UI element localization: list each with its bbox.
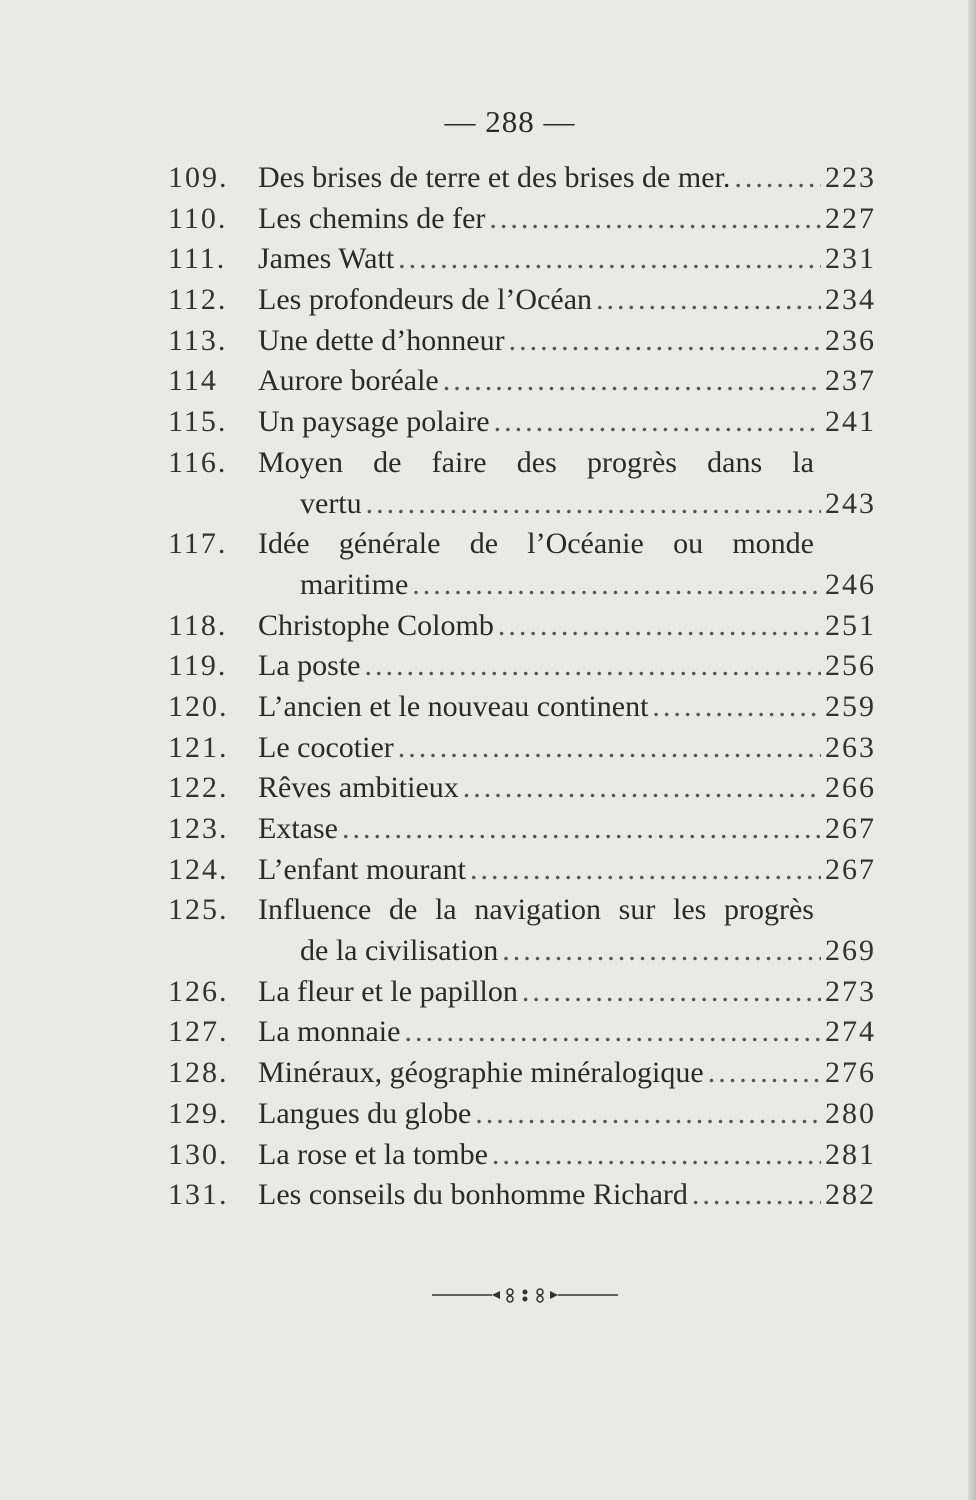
toc-entry-title-line1 <box>258 524 814 564</box>
toc-entry <box>0 606 976 647</box>
toc-entry-number: 127. <box>168 1015 229 1049</box>
toc-entry <box>0 1053 976 1094</box>
toc-entry <box>0 850 976 891</box>
toc-entry-page: 281 <box>825 1137 876 1171</box>
toc-entry-title: Le cocotier <box>258 730 394 764</box>
dot-leader <box>502 931 821 971</box>
toc-entry-title-continued: maritime <box>300 567 409 601</box>
toc-entry-number: 129. <box>168 1096 229 1130</box>
toc-entry-page: 280 <box>825 1096 876 1130</box>
dot-leader <box>398 239 821 279</box>
toc-entry-line <box>258 321 876 361</box>
toc-entry-page: 223 <box>825 161 876 194</box>
toc-entry-title: James Watt <box>258 242 395 276</box>
toc-entry-word: de <box>388 893 418 927</box>
toc-entry-line <box>258 361 876 401</box>
toc-entry <box>0 280 976 321</box>
toc-entry-number: 115. <box>168 405 228 439</box>
toc-entry <box>0 443 976 524</box>
toc-entry-page: 263 <box>825 730 876 764</box>
toc-entry-page: 276 <box>825 1056 876 1090</box>
toc-entry-number: 112. <box>168 283 228 317</box>
toc-entry <box>0 199 976 240</box>
toc-entry-line <box>258 1094 876 1134</box>
toc-entry <box>0 402 976 443</box>
toc-entry-title: La fleur et le papillon <box>258 974 518 1008</box>
toc-entry-title: La poste <box>258 649 361 683</box>
toc-entry-number: 117. <box>168 527 228 561</box>
toc-entry-page: 251 <box>825 608 876 642</box>
dot-leader <box>734 158 821 198</box>
toc-entry-word: Idée <box>258 527 310 561</box>
toc-entry-line <box>258 768 876 808</box>
toc-entry-page: 267 <box>825 852 876 886</box>
dot-leader <box>596 280 821 320</box>
toc-entry-title: Les profondeurs de l’Océan <box>258 283 593 317</box>
page-number: — 288 — <box>444 104 576 139</box>
toc-entry-title: Rêves ambitieux <box>258 771 459 805</box>
dot-leader <box>463 768 821 808</box>
toc-entry-word: générale <box>338 527 441 561</box>
toc-entry-number: 111. <box>168 242 227 276</box>
toc-entry-page: 269 <box>825 934 876 968</box>
dot-leader <box>492 1135 821 1175</box>
toc-entry <box>0 728 976 769</box>
toc-entry-number: 122. <box>168 771 229 805</box>
toc-entry-word: de <box>373 445 402 479</box>
toc-entry-number: 123. <box>168 812 229 846</box>
toc-entry-number: 119. <box>168 649 228 683</box>
toc-entry-line <box>258 239 876 279</box>
toc-entry-number: 131. <box>168 1178 229 1212</box>
toc-entry-word: monde <box>732 527 814 561</box>
toc-entry-title: L’enfant mourant <box>258 852 466 886</box>
toc-entry-page: 246 <box>825 567 876 601</box>
toc-entry-word: faire <box>431 445 487 479</box>
toc-entry <box>0 361 976 402</box>
toc-entry <box>0 646 976 687</box>
toc-entry-page: 274 <box>825 1015 876 1049</box>
toc-entry-number: 110. <box>168 201 228 235</box>
toc-entry-number: 128. <box>168 1056 229 1090</box>
toc-entry-number: 116. <box>168 445 228 479</box>
toc-entry-title: Minéraux, géographie minéralogique <box>258 1056 704 1090</box>
toc-entry-title: L’ancien et le nouveau continent <box>258 689 649 723</box>
toc-entry-number: 114 <box>168 364 218 398</box>
dot-leader <box>708 1053 821 1093</box>
toc-entry-word: de <box>469 527 499 561</box>
toc-entry-line <box>258 199 876 239</box>
toc-entry-line <box>258 402 876 442</box>
toc-entry-title-line1 <box>258 443 814 483</box>
toc-entry-word: dans <box>707 445 763 479</box>
toc-entry-title-line2 <box>300 484 876 524</box>
dot-leader <box>404 1012 821 1052</box>
toc-entry-number: 121. <box>168 730 229 764</box>
toc-entry <box>0 1012 976 1053</box>
toc-entry-page: 256 <box>825 649 876 683</box>
toc-entry-page: 237 <box>825 364 876 398</box>
toc-entry-line <box>258 1012 876 1052</box>
toc-entry-title: Les conseils du bonhomme Richard <box>258 1178 688 1212</box>
toc-entry-line <box>258 158 876 198</box>
toc-entry-number: 109. <box>168 161 229 194</box>
toc-entry-title: Un paysage polaire <box>258 405 490 439</box>
toc-entry-word: la <box>434 893 457 927</box>
toc-entry <box>0 1135 976 1176</box>
dot-leader <box>366 484 821 524</box>
toc-entry-title: Une dette d’honneur <box>258 323 505 357</box>
toc-entry-number: 125. <box>168 893 229 927</box>
table-of-contents <box>0 158 976 1216</box>
toc-entry-number: 118. <box>168 608 228 642</box>
toc-entry-number: 126. <box>168 974 229 1008</box>
toc-entry-page: 227 <box>825 201 876 235</box>
toc-entry-page: 282 <box>825 1178 876 1212</box>
toc-entry-title: La monnaie <box>258 1015 401 1049</box>
toc-entry-line <box>258 280 876 320</box>
toc-entry-line <box>258 972 876 1012</box>
toc-entry-line <box>258 850 876 890</box>
toc-entry-line <box>258 1053 876 1093</box>
dot-leader <box>475 1094 821 1134</box>
toc-entry-page: 259 <box>825 689 876 723</box>
toc-entry-word: les <box>673 893 707 927</box>
toc-entry-line <box>258 687 876 727</box>
dot-leader <box>443 361 821 401</box>
toc-entry-number: 113. <box>168 323 228 357</box>
toc-entry-title: Extase <box>258 812 338 846</box>
toc-entry <box>0 524 976 605</box>
toc-entry-line <box>258 646 876 686</box>
dot-leader <box>498 606 821 646</box>
toc-entry-line <box>258 809 876 849</box>
toc-entry-page: 236 <box>825 323 876 357</box>
dot-leader <box>522 972 821 1012</box>
toc-entry-page: 273 <box>825 974 876 1008</box>
toc-entry-title: Christophe Colomb <box>258 608 494 642</box>
toc-entry-word: Moyen <box>258 445 343 479</box>
toc-entry-word: navigation <box>474 893 601 927</box>
toc-entry-page: 241 <box>825 405 876 439</box>
dot-leader <box>494 402 821 442</box>
toc-entry-number: 124. <box>168 852 229 886</box>
toc-entry-title-line2 <box>300 931 876 971</box>
toc-entry-title-line2 <box>300 565 876 605</box>
toc-entry-title: Langues du globe <box>258 1096 472 1130</box>
toc-entry <box>0 239 976 280</box>
toc-entry <box>0 1094 976 1135</box>
toc-entry-line <box>258 1135 876 1175</box>
toc-entry-word: l’Océanie <box>527 527 644 561</box>
toc-entry-title: La rose et la tombe <box>258 1137 488 1171</box>
toc-entry-page: 231 <box>825 242 876 276</box>
toc-entry <box>0 890 976 971</box>
toc-entry <box>0 809 976 850</box>
toc-entry <box>0 972 976 1013</box>
toc-entry-page: 234 <box>825 283 876 317</box>
dot-leader <box>364 646 821 686</box>
toc-entry-title: Des brises de terre et des brises de mer. <box>258 161 731 194</box>
toc-entry <box>0 687 976 728</box>
dot-leader <box>398 728 821 768</box>
toc-entry-title-line1 <box>258 890 814 930</box>
toc-entry-title: Aurore boréale <box>258 364 439 398</box>
toc-entry-word: progrès <box>724 893 814 927</box>
toc-entry-title: Les chemins de fer <box>258 201 486 235</box>
dot-leader <box>412 565 821 605</box>
toc-entry <box>0 321 976 362</box>
toc-entry-line <box>258 728 876 768</box>
toc-entry-word: sur <box>618 893 656 927</box>
dot-leader <box>509 321 821 361</box>
dot-leader <box>652 687 821 727</box>
toc-entry <box>0 768 976 809</box>
dot-leader <box>470 850 821 890</box>
dot-leader <box>342 809 821 849</box>
toc-entry-word: ou <box>673 527 704 561</box>
toc-entry-title-continued: vertu <box>300 486 362 520</box>
toc-entry-number: 130. <box>168 1137 229 1171</box>
toc-entry <box>0 158 976 199</box>
toc-entry-page: 266 <box>825 771 876 805</box>
toc-entry-line <box>258 1175 876 1215</box>
toc-entry-title-continued: de la civilisation <box>300 934 499 968</box>
end-ornament-icon <box>430 1280 620 1310</box>
toc-entry-line <box>258 606 876 646</box>
toc-entry-page: 267 <box>825 812 876 846</box>
toc-entry-page: 243 <box>825 486 876 520</box>
dot-leader <box>489 199 821 239</box>
dot-leader <box>692 1175 821 1215</box>
toc-entry <box>0 1175 976 1216</box>
toc-entry-word: des <box>516 445 557 479</box>
toc-entry-word: progrès <box>586 445 677 479</box>
toc-entry-number: 120. <box>168 689 229 723</box>
toc-entry-word: la <box>792 445 814 479</box>
toc-entry-word: Influence <box>258 893 372 927</box>
